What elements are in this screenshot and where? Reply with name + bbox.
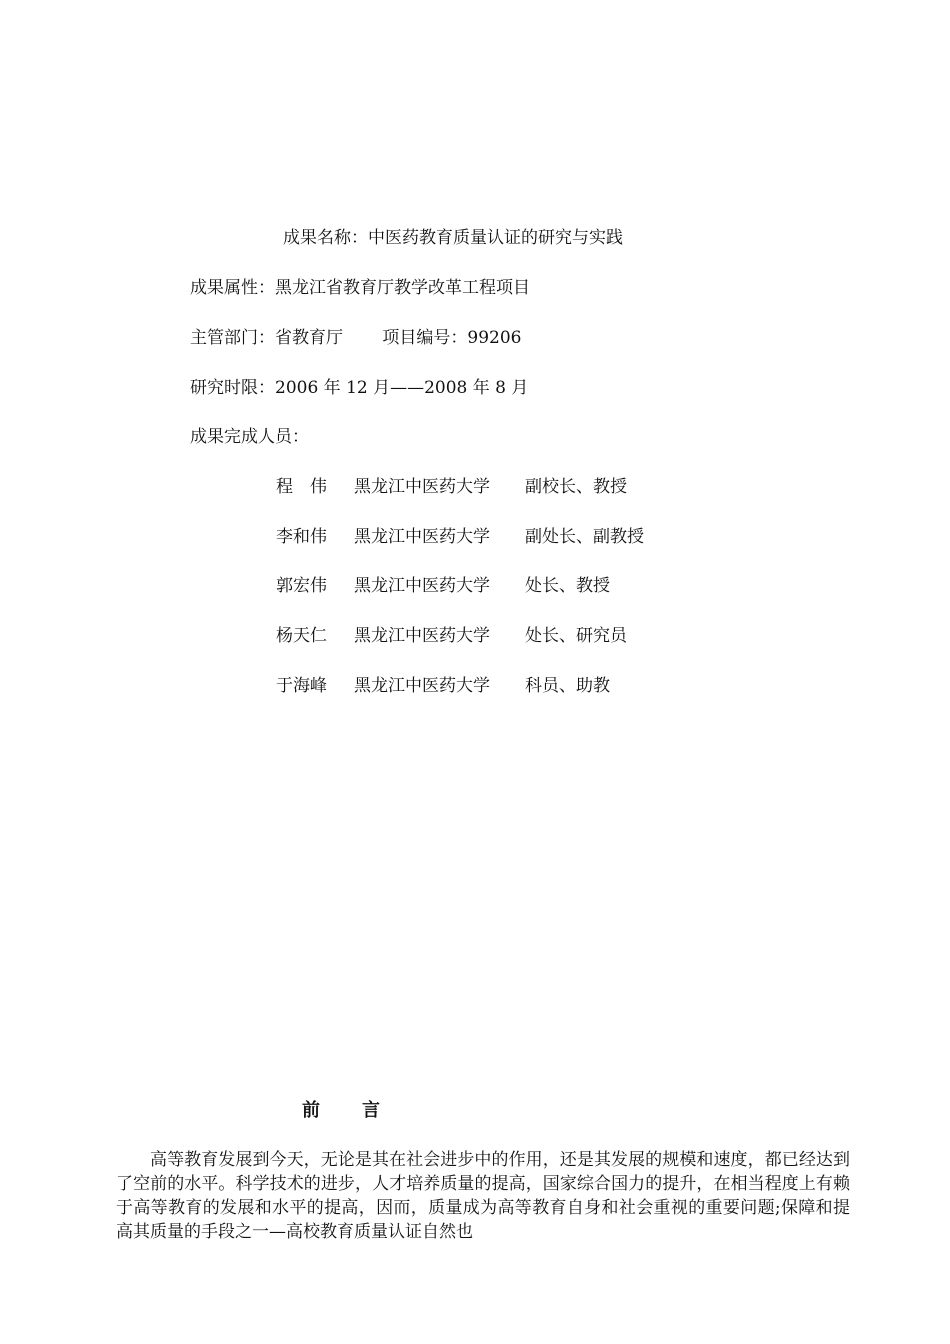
member-title: 处长、研究员	[525, 626, 627, 646]
achievement-name-line: 成果名称：中医药教育质量认证的研究与实践	[283, 228, 623, 248]
member-title: 科员、助教	[525, 676, 610, 696]
preface-paragraph: 高等教育发展到今天，无论是其在社会进步中的作用，还是其发展的规模和速度，都已经达到了空前的水平。科学技术的进步，人才培养质量的提高，国家综合国力的提升，在相当程度上有赖于高等教育的发展和水平的提高，因而，质量成为高等教育自身和社会重视的重要问题;保障和提高其质量的手段之一—高校教育质量认证自然也	[116, 1150, 850, 1242]
member-name: 于海峰	[276, 676, 327, 696]
member-title: 副校长、教授	[525, 477, 627, 497]
member-unit: 黑龙江中医药大学	[354, 626, 490, 646]
member-name: 程 伟	[276, 477, 327, 497]
member-unit: 黑龙江中医药大学	[354, 527, 490, 547]
department-project-line: 主管部门：省教育厅 项目编号：99206	[190, 328, 522, 348]
member-title: 处长、教授	[525, 576, 610, 596]
research-period-line: 研究时限：2006 年 12 月——2008 年 8 月	[190, 378, 529, 398]
preface-heading: 前 言	[302, 1100, 382, 1121]
achievement-attribute-line: 成果属性：黑龙江省教育厅教学改革工程项目	[190, 278, 530, 298]
member-title: 副处长、副教授	[525, 527, 644, 547]
member-unit: 黑龙江中医药大学	[354, 576, 490, 596]
member-name: 杨天仁	[276, 626, 327, 646]
members-label: 成果完成人员：	[190, 427, 309, 447]
member-unit: 黑龙江中医药大学	[354, 676, 490, 696]
member-name: 李和伟	[276, 527, 327, 547]
member-unit: 黑龙江中医药大学	[354, 477, 490, 497]
member-name: 郭宏伟	[276, 576, 327, 596]
